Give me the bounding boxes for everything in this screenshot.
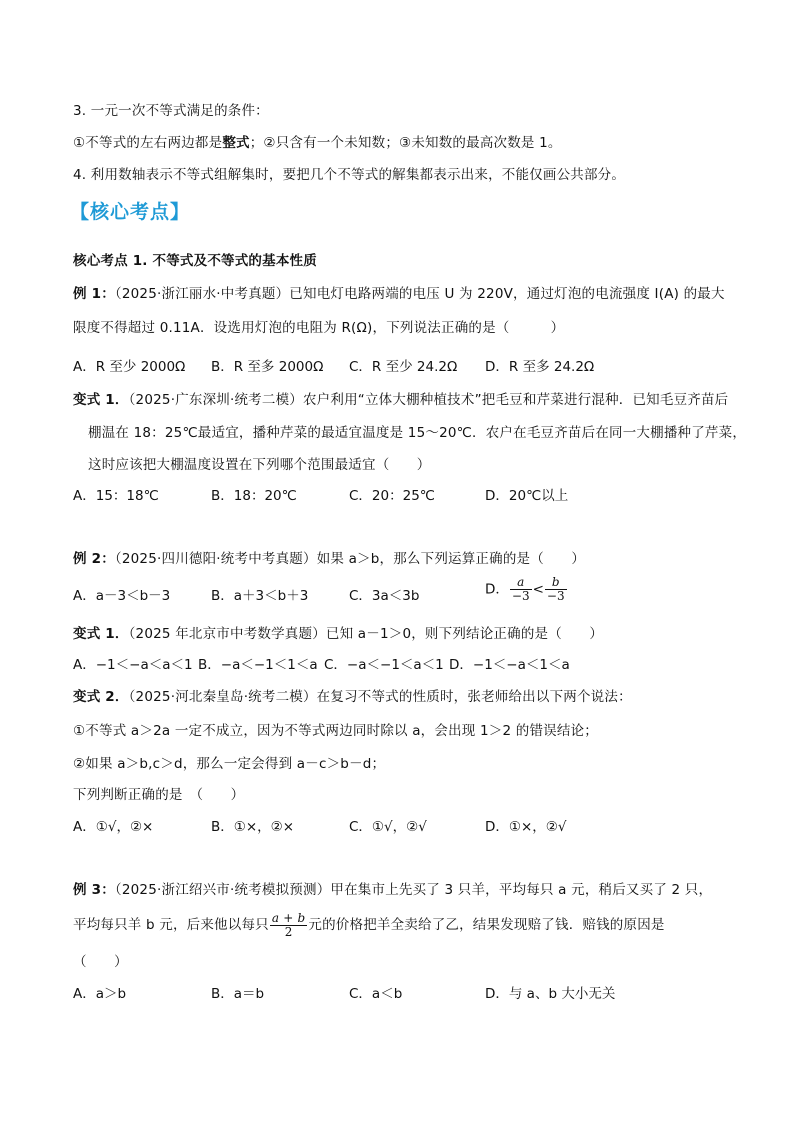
ex1-option-c: C．R 至少 24.2Ω [349,359,458,375]
ex2-option-b: B．a＋3＜b＋3 [211,588,309,604]
ex2-label: 例 2： [73,551,115,567]
ex2-var1-line1 [73,624,603,644]
section-title: 【核心考点】 [70,201,191,223]
var1-option-d: D．20℃以上 [485,488,569,504]
ex2-var2-label: 变式 2． [73,689,129,705]
ex2-var1-option-d: D．−1＜−a＜1＜a [449,657,570,673]
ex2-var2-option-b: B．①×，②× [211,819,295,835]
ex2-var2-option-d: D．①×，②√ [485,819,567,835]
ex2-var2-text1: （2025·河北秦皇岛·统考二模）在复习不等式的性质时，张老师给出以下两个说法： [128,689,632,705]
ex1-line1 [73,284,725,304]
ex3-text1: （2025·浙江绍兴市·统考模拟预测）甲在集市上先买了 3 只羊，平均每只 a 元，稍后又买了 2 只， [114,882,713,898]
ex3-option-b: B．a＝b [211,986,265,1002]
ex2-option-c: C．3a＜3b [349,588,420,604]
var1-line3: 这时应该把大棚温度设置在下列哪个范围最适宜（ ） [88,457,431,473]
ex3-text2b: 元的价格把羊全卖给了乙，结果发现赔了钱．赔钱的原因是 [308,917,665,933]
var1-option-b: B．18：20℃ [211,488,297,504]
ex3-option-d: D．与 a、b 大小无关 [485,986,616,1002]
ex2-var1-option-c: C．−a＜−1＜a＜1 [324,657,444,673]
ex2-option-d-lt: < [532,581,544,598]
ex1-option-a: A．R 至少 2000Ω [73,359,186,375]
ex3-line2 [73,910,665,940]
topic-1-title: 核心考点 1. 不等式及不等式的基本性质 [73,253,317,269]
var1-label: 变式 1． [73,392,129,408]
note-3-detail-bold: 整式 [222,135,250,151]
ex3-line3: （ ） [73,954,128,970]
ex1-text1: （2025·浙江丽水·中考真题）已知电灯电路两端的电压 U 为 220V，通过灯泡的电流强度 I(A) 的最大 [114,286,725,302]
ex2-var1-text1: （2025 年北京市中考数学真题）已知 a－1＞0，则下列结论正确的是（ ） [128,626,604,642]
ex3-option-a: A．a＞b [73,986,127,1002]
var1-option-a: A．15：18℃ [73,488,159,504]
ex2-var1-option-a: A．−1＜−a＜a＜1 [73,657,193,673]
var1-line2: 棚温在 18：25℃最适宜，播种芹菜的最适宜温度是 15～20℃．农户在毛豆齐苗后在同一大棚播种了芹菜， [88,425,747,441]
ex2-option-d-label: D． [485,581,509,598]
ex1-line2: 限度不得超过 0.11A．设选用灯泡的电阻为 R(Ω)，下列说法正确的是（ ） [73,320,565,336]
ex1-option-b: B．R 至多 2000Ω [211,359,324,375]
var1-text1: （2025·广东深圳·统考二模）农户利用“立体大棚种植技术”把毛豆和芹菜进行混种．已知毛豆齐苗后 [128,392,729,408]
ex2-option-d-frac-left: $\frac{a}{-3}$ [511,575,530,603]
ex2-var2-line1 [73,687,632,707]
note-3-detail-a: ①不等式的左右两边都是 [73,135,223,151]
ex3-fraction: $\frac{a + b}{2}$ [271,910,306,939]
note-3-detail-c: ；②只含有一个未知数；③未知数的最高次数是 1。 [249,135,562,151]
var1-option-c: C．20：25℃ [349,488,435,504]
ex2-var2-question: 下列判断正确的是 （ ） [73,787,245,803]
ex3-text2a: 平均每只羊 b 元，后来他以每只 [73,917,269,933]
note-3-detail [73,133,562,153]
ex2-option-d [485,576,568,603]
ex1-label: 例 1： [73,286,115,302]
note-4: 4. 利用数轴表示不等式组解集时，要把几个不等式的解集都表示出来，不能仅画公共部分。 [73,167,626,183]
ex2-var2-statement-2: ②如果 a＞b,c＞d，那么一定会得到 a－c＞b－d； [73,756,386,772]
ex2-var2-statement-1: ①不等式 a＞2a 一定不成立，因为不等式两边同时除以 a，会出现 1＞2 的错误结论； [73,723,598,739]
var1-line1 [73,390,728,410]
ex2-var2-option-a: A．①√，②× [73,819,154,835]
ex2-text1: （2025·四川德阳·统考中考真题）如果 a＞b，那么下列运算正确的是（ ） [114,551,586,567]
note-3: 3. 一元一次不等式满足的条件： [73,103,269,119]
ex2-var1-option-b: B．−a＜−1＜1＜a [198,657,318,673]
ex2-line1 [73,549,585,569]
ex2-option-d-frac-right: $\frac{b}{-3}$ [546,575,565,603]
ex2-var2-option-c: C．①√，②√ [349,819,427,835]
ex3-label: 例 3： [73,882,115,898]
ex3-line1 [73,880,712,900]
ex2-option-a: A．a－3＜b－3 [73,588,171,604]
ex3-option-c: C．a＜b [349,986,403,1002]
ex1-option-d: D．R 至多 24.2Ω [485,359,595,375]
ex2-var1-label: 变式 1． [73,626,129,642]
